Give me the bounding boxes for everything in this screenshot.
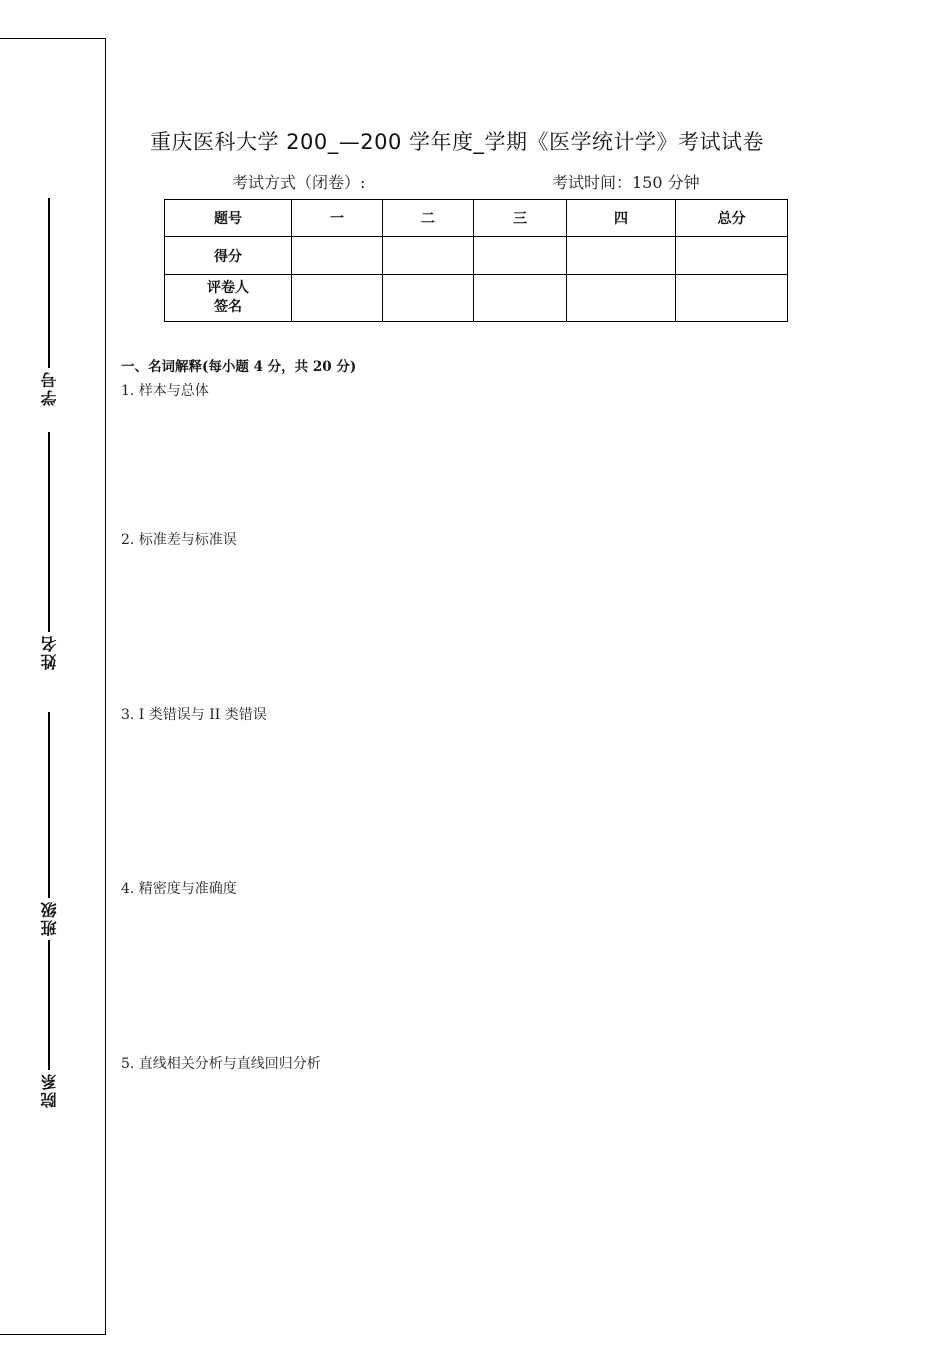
- header-cell-part-1: 一: [292, 200, 383, 237]
- score-table: [164, 199, 788, 322]
- exam-duration: 考试时间：150 分钟: [552, 173, 700, 192]
- question-item: 1. 样本与总体: [121, 383, 209, 399]
- binding-label-class: 班级: [39, 900, 59, 936]
- row-label-line: 评卷人: [207, 280, 249, 296]
- binding-label-name: 姓名: [39, 634, 59, 670]
- binding-field-name: [34, 432, 64, 672]
- signature-cell: [567, 275, 676, 322]
- row-label-grader-signature: [165, 275, 292, 322]
- signature-cell: [292, 275, 383, 322]
- score-cell: [676, 237, 788, 275]
- score-cell: [383, 237, 474, 275]
- signature-cell: [676, 275, 788, 322]
- signature-cell: [383, 275, 474, 322]
- table-row: [165, 200, 788, 237]
- header-cell-part-3: 三: [474, 200, 567, 237]
- header-cell-number: 题号: [165, 200, 292, 237]
- signature-cell: [474, 275, 567, 322]
- binding-line: [48, 712, 50, 898]
- score-cell: [292, 237, 383, 275]
- exam-title: 重庆医科大学 200_—200 学年度_学期《医学统计学》考试试卷: [150, 130, 765, 154]
- binding-line: [48, 432, 50, 632]
- section-heading: 一、名词解释(每小题 4 分，共 20 分): [121, 359, 357, 375]
- row-label-score: 得分: [165, 237, 292, 275]
- header-cell-total: 总分: [676, 200, 788, 237]
- table-row: [165, 237, 788, 275]
- question-item: 2. 标准差与标准误: [121, 532, 237, 548]
- score-cell: [567, 237, 676, 275]
- row-label-line: 签名: [214, 299, 242, 315]
- question-item: 4. 精密度与准确度: [121, 881, 237, 897]
- binding-field-department: [34, 940, 64, 1110]
- header-cell-part-4: 四: [567, 200, 676, 237]
- question-item: 3. I 类错误与 II 类错误: [121, 707, 267, 723]
- score-cell: [474, 237, 567, 275]
- table-row: [165, 275, 788, 322]
- binding-label-student-id: 学号: [39, 370, 59, 406]
- binding-label-department: 院系: [39, 1072, 59, 1108]
- exam-method: 考试方式（闭卷）:: [232, 173, 366, 192]
- binding-line: [48, 198, 50, 368]
- binding-line: [48, 940, 50, 1070]
- question-item: 5. 直线相关分析与直线回归分析: [121, 1056, 321, 1072]
- binding-field-class: [34, 712, 64, 938]
- binding-field-student-id: [34, 198, 64, 408]
- header-cell-part-2: 二: [383, 200, 474, 237]
